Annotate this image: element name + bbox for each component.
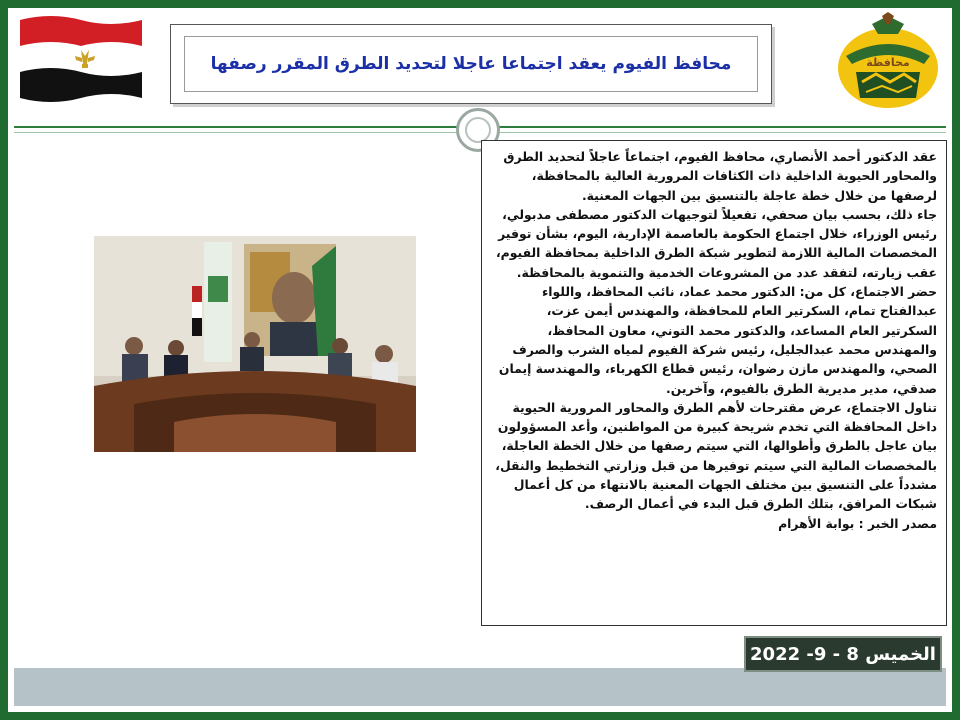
footer-band [14, 668, 946, 706]
title-box [170, 24, 772, 104]
date-text: الخميس 8 - 9- 2022 [750, 643, 936, 665]
page-title: محافظ الفيوم يعقد اجتماعا عاجلا لتحديد الطرق المقرر رصفها [184, 36, 758, 92]
article-paragraph: تناول الاجتماع، عرض مقترحات لأهم الطرق والمحاور المرورية الحيوية داخل المحافظة التي تخدم شريحة كبيرة من المواطنين، وأعد المسؤولون بيان عاجل بالطرق وأطوالها، التي سيتم رصفها من خلال الخطة العاجلة، بالمخصصات المالية التي سيتم توفيرها من قبل وزارتي التخطيط والنقل، مشدداً على التنسيق بين مختلف الجهات المعنية بالانتهاء من كل أعمال شبكات المرافق، بتلك الطرق قبل البدء في أعمال الرصف. [495, 399, 937, 512]
article-paragraph: جاء ذلك، بحسب بيان صحفي، تفعيلاً لتوجيهات الدكتور مصطفى مدبولي، رئيس الوزراء، خلال اجتماع الحكومة بالعاصمة الإدارية، اليوم، بشأن توفير المخصصات المالية اللازمة لتطوير شبكة الطرق الداخلية بمحافظة الفيوم، عقب زيارته، لتفقد عدد من المشروعات الخدمية والتنموية بالمحافظة. [495, 206, 937, 280]
svg-text:محافظة: محافظة [866, 56, 910, 69]
article-source: مصدر الخبر : بوابة الأهرام [778, 515, 937, 531]
fayoum-governorate-logo-icon [832, 12, 944, 112]
meeting-photo [94, 236, 416, 452]
article-paragraph: عقد الدكتور أحمد الأنصاري، محافظ الفيوم، اجتماعاً عاجلاً لتحديد الطرق والمحاور الحيوية الداخلية ذات الكثافات المرورية العالية بالمحافظة، لرصفها من خلال خطة عاجلة بالتنسيق بين الجهات المعنية. [503, 149, 937, 203]
egypt-flag-icon [16, 12, 146, 102]
article-text [481, 140, 947, 626]
date-badge [744, 636, 942, 672]
article-paragraph: حضر الاجتماع، كل من: الدكتور محمد عماد، نائب المحافظ، واللواء عبدالفتاح تمام، السكرتير العام للمحافظة، والمهندس أيمن عزت، السكرتير العام المساعد، والدكتور محمد التوني، معاون المحافظ، والمهندس محمد عبدالجليل، رئيس شركة الفيوم لمياه الشرب والصرف الصحي، والمهندس مازن رضوان، رئيس قطاع الكهرباء، والمهندسة إيمان صدقي، مدير مديرية الطرق بالفيوم، وآخرين. [498, 284, 937, 396]
